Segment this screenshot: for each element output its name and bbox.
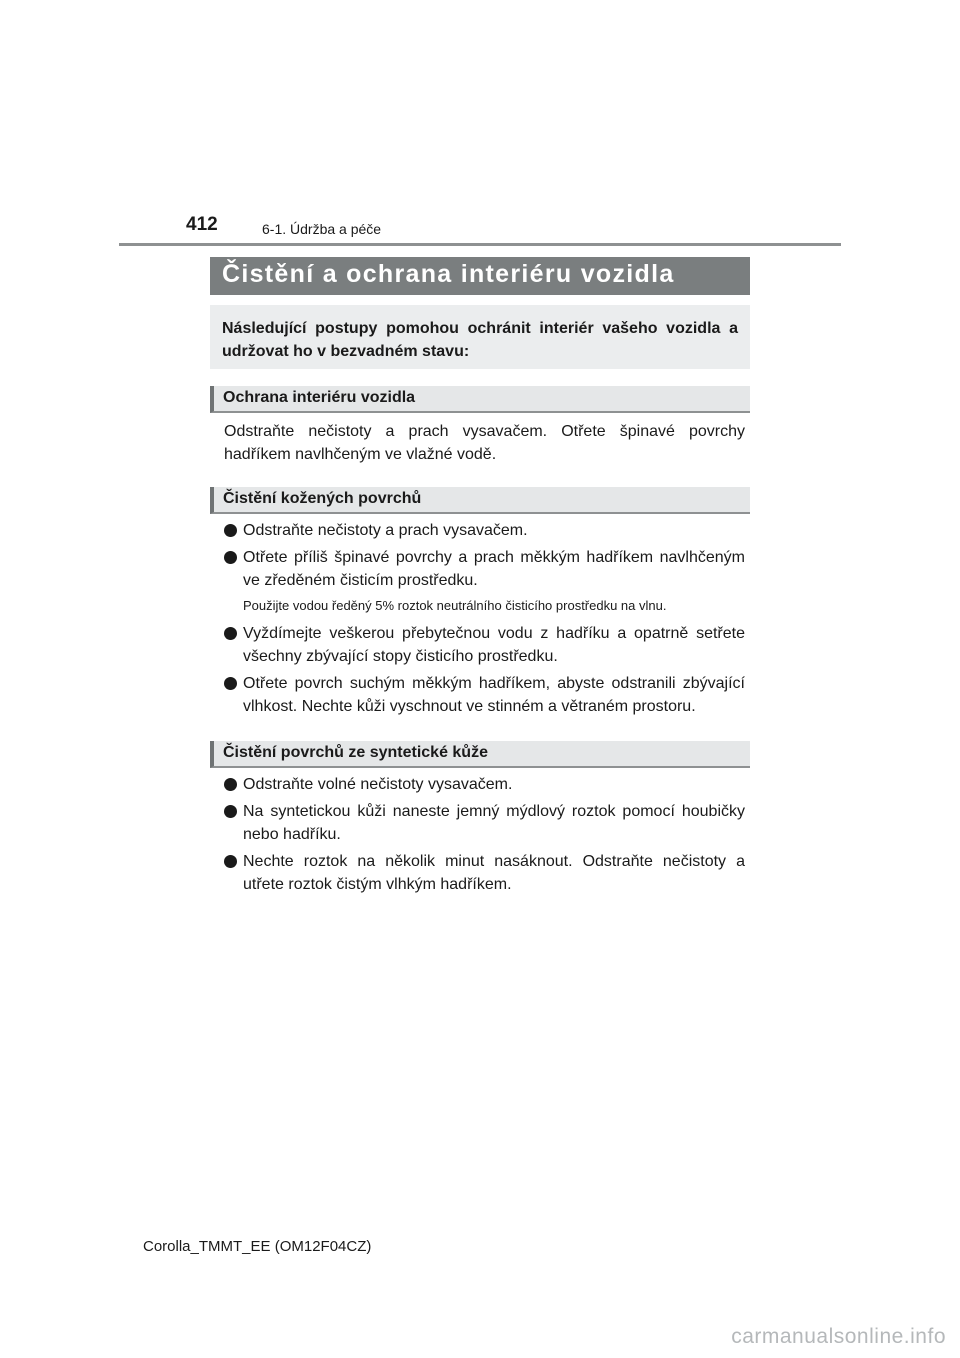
bullet-icon xyxy=(224,855,237,868)
bullet-icon xyxy=(224,551,237,564)
section-heading-protection: Ochrana interiéru vozidla xyxy=(210,386,750,413)
list-item: Odstraňte nečistoty a prach vysavačem. xyxy=(224,519,745,542)
page-number: 412 xyxy=(186,214,218,235)
list-item: Otřete příliš špinavé povrchy a prach měkkým hadříkem navlhčeným ve zředěném čisticím prostředku. xyxy=(224,546,745,592)
watermark: carmanualsonline.info xyxy=(731,1325,946,1348)
list-item: Otřete povrch suchým měkkým hadříkem, abyste odstranili zbývající vlhkost. Nechte kůži vyschnout ve stinném a větraném prostoru. xyxy=(224,672,745,718)
section-heading-leather: Čistění kožených povrchů xyxy=(210,487,750,514)
page-title: Čistění a ochrana interiéru vozidla xyxy=(222,260,675,288)
intro-box: Následující postupy pomohou ochránit interiér vašeho vozidla a udržovat ho v bezvadném stavu: xyxy=(210,305,750,369)
list-item: Na syntetickou kůži naneste jemný mýdlový roztok pomocí houbičky nebo hadříku. xyxy=(224,800,745,846)
list-item: Odstraňte volné nečistoty vysavačem. xyxy=(224,773,745,796)
section-reference: 6-1. Údržba a péče xyxy=(262,221,382,237)
list-item: Nechte roztok na několik minut nasáknout. Odstraňte nečistoty a utřete roztok čistým vlhkým hadříkem. xyxy=(224,850,745,896)
page-footer: Corolla_TMMT_EE (OM12F04CZ) xyxy=(143,1238,372,1255)
bullet-icon xyxy=(224,524,237,537)
bullet-icon xyxy=(224,805,237,818)
bullet-icon xyxy=(224,778,237,791)
list-item: Vyždímejte veškerou přebytečnou vodu z hadříku a opatrně setřete všechny zbývající stopy čisticího prostředku. xyxy=(224,622,745,668)
section-paragraph-protection: Odstraňte nečistoty a prach vysavačem. Otřete špinavé povrchy hadříkem navlhčeným ve vlažné vodě. xyxy=(224,423,745,463)
bullet-icon xyxy=(224,627,237,640)
bullet-icon xyxy=(224,677,237,690)
header-divider xyxy=(119,243,841,246)
page-title-bar xyxy=(210,257,750,295)
leather-note: Použijte vodou ředěný 5% roztok neutrálního čisticího prostředku na vlnu. xyxy=(243,598,667,613)
section-heading-synthetic-leather: Čistění povrchů ze syntetické kůže xyxy=(210,741,750,768)
